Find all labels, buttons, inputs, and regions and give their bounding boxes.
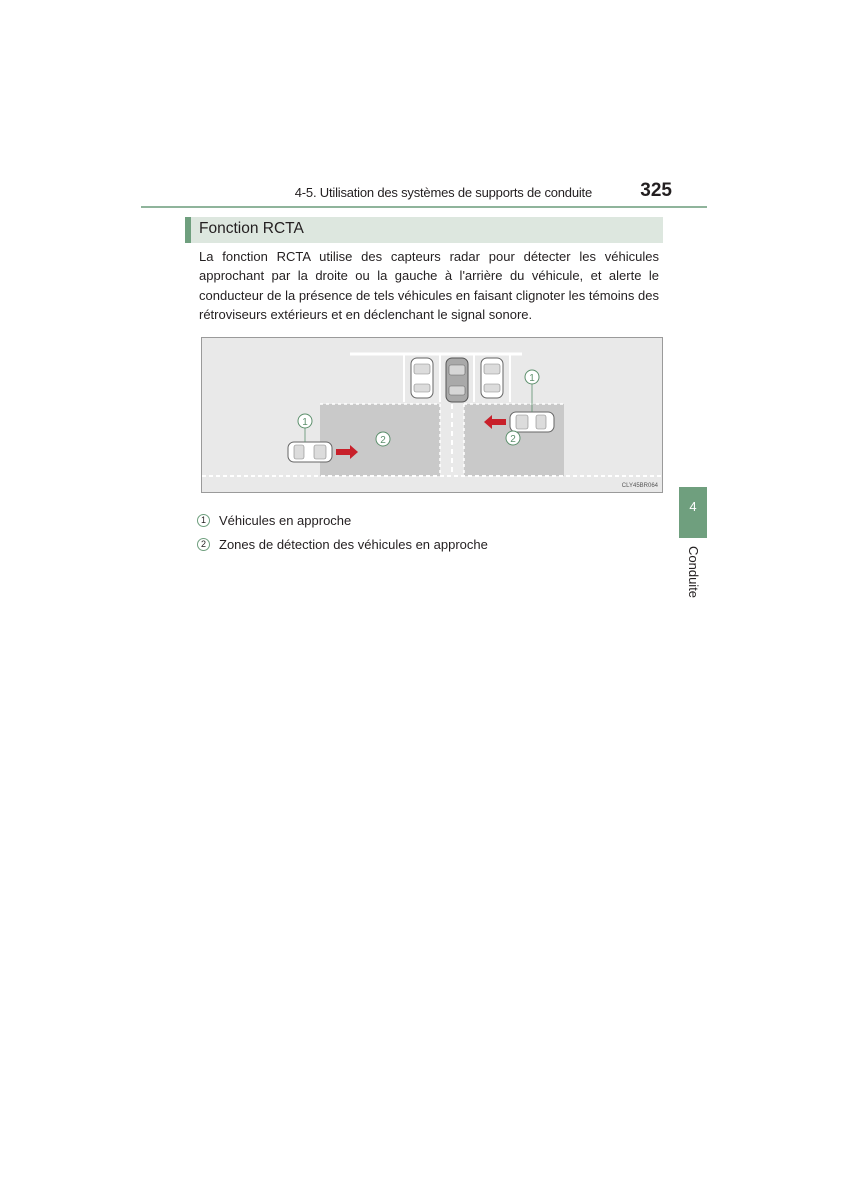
parked-car-left (411, 358, 433, 398)
running-header: 4-5. Utilisation des systèmes de supports de conduite (294, 185, 592, 200)
callout-2-right (506, 431, 520, 445)
legend-text-2: Zones de détection des véhicules en approche (219, 537, 488, 552)
page-number: 325 (640, 180, 672, 201)
callout-1-right-label: 1 (529, 373, 535, 384)
header-divider (141, 206, 707, 208)
figure-legend (197, 513, 617, 561)
approaching-vehicle-right (510, 412, 554, 432)
chapter-tab (679, 487, 707, 538)
legend-number-1: 1 (197, 514, 210, 527)
paragraph-text: La fonction RCTA utilise des capteurs radar pour détecter les véhicules approchant par la droite ou la gauche à l'arrière du véhicule, et alerte le conducteur de la présence de tels véhicules en faisant clignoter les témoins des rétroviseurs extérieurs et en déclenchant le signal sonore. (199, 249, 659, 322)
legend-number-2: 2 (197, 538, 210, 551)
callout-2-right-label: 2 (510, 434, 516, 445)
legend-item (197, 537, 617, 561)
figure-code: CLY45BR064 (621, 483, 658, 489)
own-vehicle-reversing (446, 358, 468, 402)
parked-car-right (481, 358, 503, 398)
chapter-label: Conduite (686, 546, 701, 599)
callout-2-left-label: 2 (380, 435, 386, 446)
section-title: Fonction RCTA (199, 220, 304, 237)
rcta-illustration (201, 337, 663, 493)
section-heading-bar (185, 217, 663, 243)
legend-item (197, 513, 617, 537)
callout-1-left (298, 414, 312, 442)
body-paragraph (199, 247, 659, 324)
parking-lot-diagram (202, 338, 662, 492)
approaching-vehicle-left (288, 442, 332, 462)
legend-text-1: Véhicules en approche (219, 513, 352, 528)
callout-1-left-label: 1 (302, 417, 308, 428)
chapter-number: 4 (689, 499, 697, 514)
callout-2-left (376, 432, 390, 446)
